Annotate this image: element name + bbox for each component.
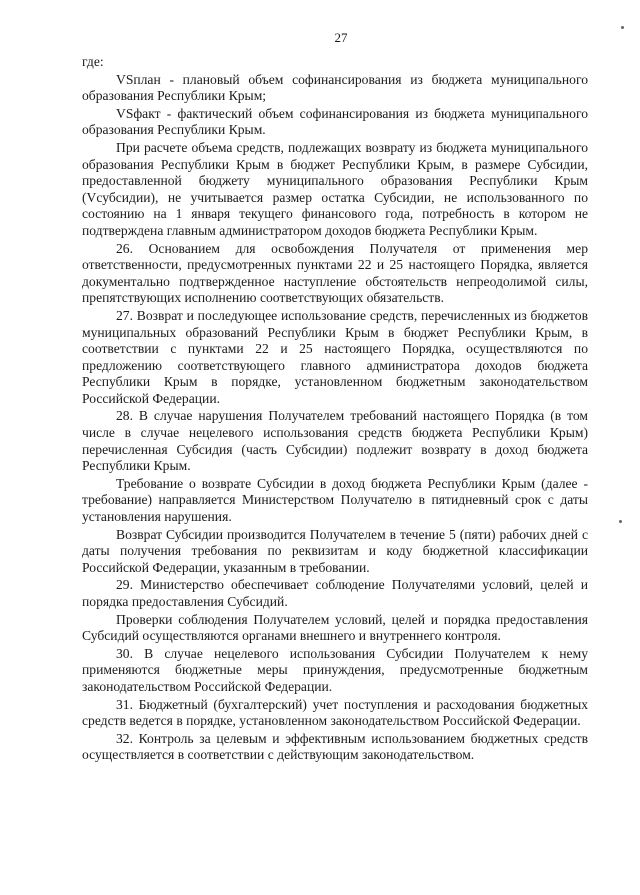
- page-number: 27: [334, 30, 348, 45]
- paragraph-refund: Возврат Субсидии производится Получателем в течение 5 (пяти) рабочих дней с даты получения требования по реквизитам и коду бюджетной классификации Российской Федерации, указанным в требовании.: [82, 526, 588, 575]
- paragraph-29: 29. Министерство обеспечивает соблюдение Получателями условий, целей и порядка предоставления Субсидий.: [82, 577, 588, 609]
- scan-speck: [621, 26, 624, 29]
- paragraph-28: 28. В случае нарушения Получателем требований настоящего Порядка (в том числе в случае нецелевого использования средств бюджета Республики Крым) перечисленная Субсидия (часть Субсидии) подлежит возврату в доход бюджета Республики Крым.: [82, 408, 588, 474]
- paragraph-30: 30. В случае нецелевого использования Субсидии Получателем к нему применяются бюджетные меры принуждения, предусмотренные бюджетным законодательством Российской Федерации.: [82, 645, 588, 694]
- paragraph-31: 31. Бюджетный (бухгалтерский) учет поступления и расходования бюджетных средств ведется в порядке, установленном законодательством Российской Федерации.: [82, 696, 588, 729]
- paragraph-27: 27. Возврат и последующее использование средств, перечисленных из бюджетов муниципальных образований Республики Крым в бюджет Республики Крым, в соответствии с пунктами 22 и 25 настоящего Порядка, осуществляются по предложению соответствующего главного администратора доходов бюджета Республики Крым в порядке, установленном бюджетным законодательством Российской Федерации.: [82, 307, 588, 406]
- paragraph-requirement: Требование о возврате Субсидии в доход бюджета Республики Крым (далее - требование) направляется Министерством Получателю в пятидневный срок с даты установления нарушения.: [82, 475, 588, 525]
- paragraph-where: где:: [82, 54, 104, 69]
- paragraph-vs-fact: VSфакт - фактический объем софинансирования из бюджета муниципального образования Республики Крым.: [82, 105, 588, 138]
- paragraph-vs-plan: VSплан - плановый объем софинансирования из бюджета муниципального образования Республики Крым;: [82, 71, 588, 104]
- paragraph-26: 26. Основанием для освобождения Получателя от применения мер ответственности, предусмотренных пунктами 22 и 25 настоящего Порядка, является документально подтвержденное наступление обстоятельств непреодолимой силы, препятствующих исполнению соответствующих обязательств.: [82, 240, 588, 306]
- paragraph-calculation: При расчете объема средств, подлежащих возврату из бюджета муниципального образования Республики Крым в бюджет Республики Крым, в размере Субсидии, предоставленной бюджету муниципального образования Республики Крым (Vсубсидии), не учитывается размер остатка Субсидии, не использованного по состоянию на 1 января текущего финансового года, потребность в котором не подтверждена главным администратором доходов бюджета Республики Крым.: [82, 139, 588, 238]
- document-body: [82, 54, 588, 764]
- scan-speck: [619, 520, 622, 523]
- paragraph-32: 32. Контроль за целевым и эффективным использованием бюджетных средств осуществляется в соответствии с действующим законодательством.: [82, 730, 588, 763]
- paragraph-inspections: Проверки соблюдения Получателем условий, целей и порядка предоставления Субсидий осуществляются органами внешнего и внутреннего контроля.: [82, 611, 588, 644]
